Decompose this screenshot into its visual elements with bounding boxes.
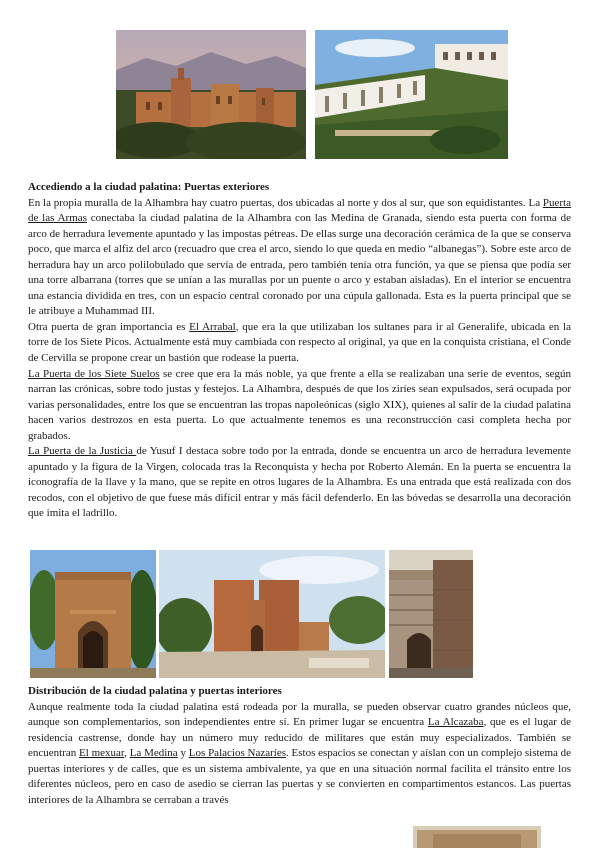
- section-exterior-gates: [28, 180, 571, 522]
- puerta-justicia-photo: [30, 550, 156, 678]
- section-interior-distribution: [28, 684, 571, 808]
- paragraph-justicia: La Puerta de la Justicia de Yusuf I destaca sobre todo por la entrada, donde se encuentra un arco de herradura levemente apuntado y la figura de la Virgen, colocada tras la Reconquista y hecha por Roberto Alemán. En la puerta se encuentra la iconografía de la llave y la mano, que se repite en otros lugares de la Alhambra. Es una entrada que está realizada con dos recodos, con el objetivo de que fuese más difícil entrar y más fácil defenderlo. En las bóvedas se desarrolla una decoración que imita el ladrillo.: [28, 445, 571, 520]
- medina-link[interactable]: La Medina: [129, 747, 178, 760]
- palacios-nazaries-link[interactable]: Los Palacios Nazaríes: [188, 747, 286, 760]
- puerta-interior-photo: [389, 550, 473, 678]
- alhambra-panorama-photo: [116, 30, 306, 159]
- puerta-siete-suelos-photo: [159, 550, 385, 678]
- section-heading: Distribución de la ciudad palatina y puertas interiores: [28, 685, 282, 697]
- justicia-link[interactable]: La Puerta de la Justicia: [28, 445, 137, 458]
- section-heading: Accediendo a la ciudad palatina: Puertas exteriores: [28, 181, 270, 193]
- paragraph-siete-suelos: La Puerta de los Siete Suelos se cree que era la más noble, ya que frente a ella se realizaban una serie de eventos, según narran las crónicas, sobre todo justas y festejos. La Alhambra, después de que los ziríes sean expulsados, será ocupada por varias personalidades, entre los que se encuentran las tropas napoleónicas (siglo XIX), quienes al salir de la ciudad palatina hacen varios destrozos en esta puerta. Lo que actualmente tenemos es una reconstrucción casi completa hecha por grabados.: [28, 367, 571, 442]
- partial-bottom-photo: [413, 826, 541, 848]
- generalife-garden-photo: [315, 30, 508, 159]
- paragraph-puerta-armas: En la propia muralla de la Alhambra hay cuatro puertas, dos ubicadas al norte y dos al sur, que son equidistantes. La Puerta de las Armas conectaba la ciudad palatina de la Alhambra con las Medina de Granada, siendo esta puerta con forma de arco de herradura levemente apuntado y las impostas pétreas. De ellas surge una decoración cerámica de la que se conserva poco, que marca el alfiz del arco (recuadro que crea el arco, siendo lo que queda en medio “albanegas”). Sobre este arco de herradura hay un arco polilobulado que servía de entrada, pero también tenía otra función, ya que se piensa que podía ser una torre albarrana (torres que se unían a las murallas por un puente o arco y estaban aisladas). En el interior se encuentra una estancia dividida en tres, con un espacio central coronado por una cúpula gallonada. Esta es la puerta principal que se le atribuye a Muhammad III.: [28, 196, 571, 318]
- siete-suelos-link[interactable]: La Puerta de los Siete Suelos: [28, 367, 160, 380]
- alcazaba-link[interactable]: La Alcazaba: [427, 716, 484, 729]
- paragraph-distribution: Aunque realmente toda la ciudad palatina está rodeada por la muralla, se pueden observar cuatro grandes núcleos que, aunque son complementarios, son independientes entre sí. En primer lugar se encuentra La Alcazaba, que es el lugar de residencia castrense, donde hay un número muy reducido de militares que están muy especializados. También se encuentran El mexuar, La Medina y Los Palacios Nazaríes. Estos espacios se conectan y aíslan con un complejo sistema de puertas interiores y de calles, que es un sistema ambivalente, ya que en una situación normal facilita el tránsito entre los diferentes núcleos, pero en caso de asedio se cierran las puertas y se convierten en compartimentos estancos. Las puertas interiores de la Alhambra se cerraban a través: [28, 700, 572, 806]
- paragraph-arrabal: Otra puerta de gran importancia es El Arrabal, que era la que utilizaban los sultanes para ir al Generalife, ubicada en la torre de los Siete Picos. Actualmente está muy cambiada con respecto al original, ya que en la conquista cristiana, el Conde de Cervilla se propone crear un bastión que rodease la puerta.: [28, 320, 571, 365]
- arrabal-link[interactable]: El Arrabal: [189, 320, 236, 333]
- mexuar-link[interactable]: El mexuar: [79, 747, 125, 760]
- puerta-armas-link[interactable]: Puerta de las Armas: [28, 196, 571, 225]
